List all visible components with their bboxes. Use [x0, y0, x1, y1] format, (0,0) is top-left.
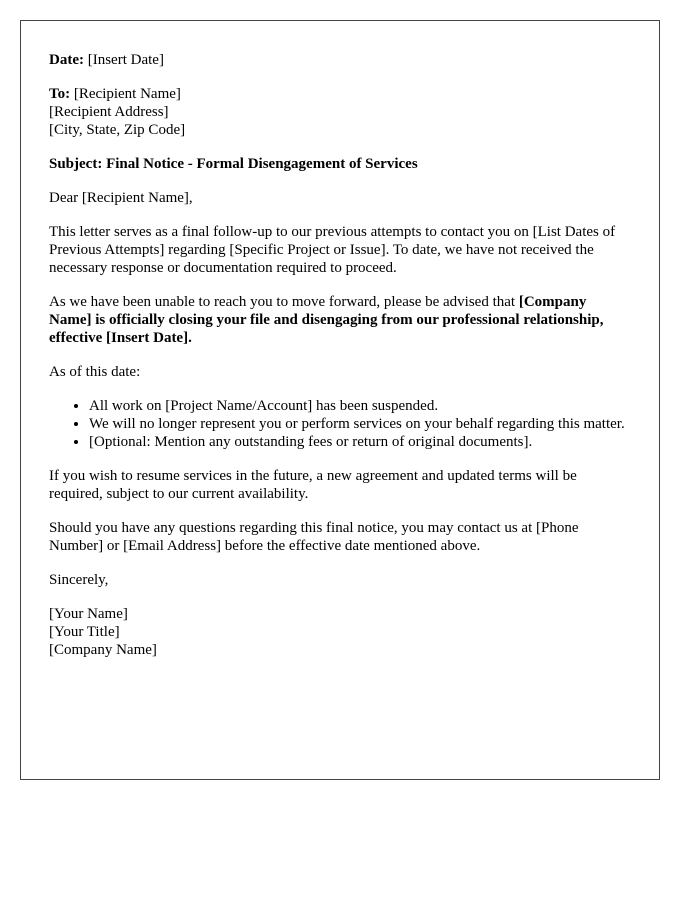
disengagement-bold: [Company Name] is officially closing your file and disengaging from our professional relationship, effective [Insert Date]. — [49, 294, 604, 346]
paragraph-contact: Should you have any questions regarding this final notice, you may contact us at [Phone Number] or [Email Address] before the effective date mentioned above. — [49, 520, 579, 554]
list-item: • [Optional: Mention any outstanding fees or return of original documents]. — [89, 433, 631, 451]
date-line — [49, 51, 631, 69]
signature-block — [49, 605, 631, 659]
subject-text: Subject: Final Notice - Formal Disengagement of Services — [49, 156, 418, 172]
signature-title: [Your Title] — [49, 624, 120, 640]
signature-name: [Your Name] — [49, 606, 128, 622]
date-label: Date: — [49, 52, 84, 68]
list-item: • We will no longer represent you or perform services on your behalf regarding this matter. — [89, 415, 631, 433]
disengagement-plain: As we have been unable to reach you to move forward, please be advised that — [49, 294, 519, 310]
list-item: • All work on [Project Name/Account] has been suspended. — [89, 397, 631, 415]
recipient-name: [Recipient Name] — [70, 86, 181, 102]
recipient-block — [49, 85, 631, 139]
date-value: [Insert Date] — [83, 52, 164, 68]
as-of-date-text: As of this date: — [49, 364, 141, 380]
recipient-city: [City, State, Zip Code] — [49, 122, 186, 138]
paragraph-followup: This letter serves as a final follow-up to our previous attempts to contact you on [List Dates of Previous Attempts] regarding [Specific Project or Issue]. To date, we have not received the necessary response or documentation required to proceed. — [49, 224, 616, 276]
status-list — [49, 397, 631, 451]
paragraph-disengagement — [49, 293, 631, 347]
subject-line — [49, 155, 631, 173]
paragraph-resume: If you wish to resume services in the future, a new agreement and updated terms will be required, subject to our current availability. — [49, 468, 577, 502]
closing: Sincerely, — [49, 572, 109, 588]
recipient-name-line — [49, 85, 631, 103]
salutation: Dear [Recipient Name], — [49, 190, 193, 206]
letter-page — [20, 20, 660, 780]
recipient-address: [Recipient Address] — [49, 104, 169, 120]
to-label: To: — [49, 86, 71, 102]
signature-company: [Company Name] — [49, 642, 157, 658]
